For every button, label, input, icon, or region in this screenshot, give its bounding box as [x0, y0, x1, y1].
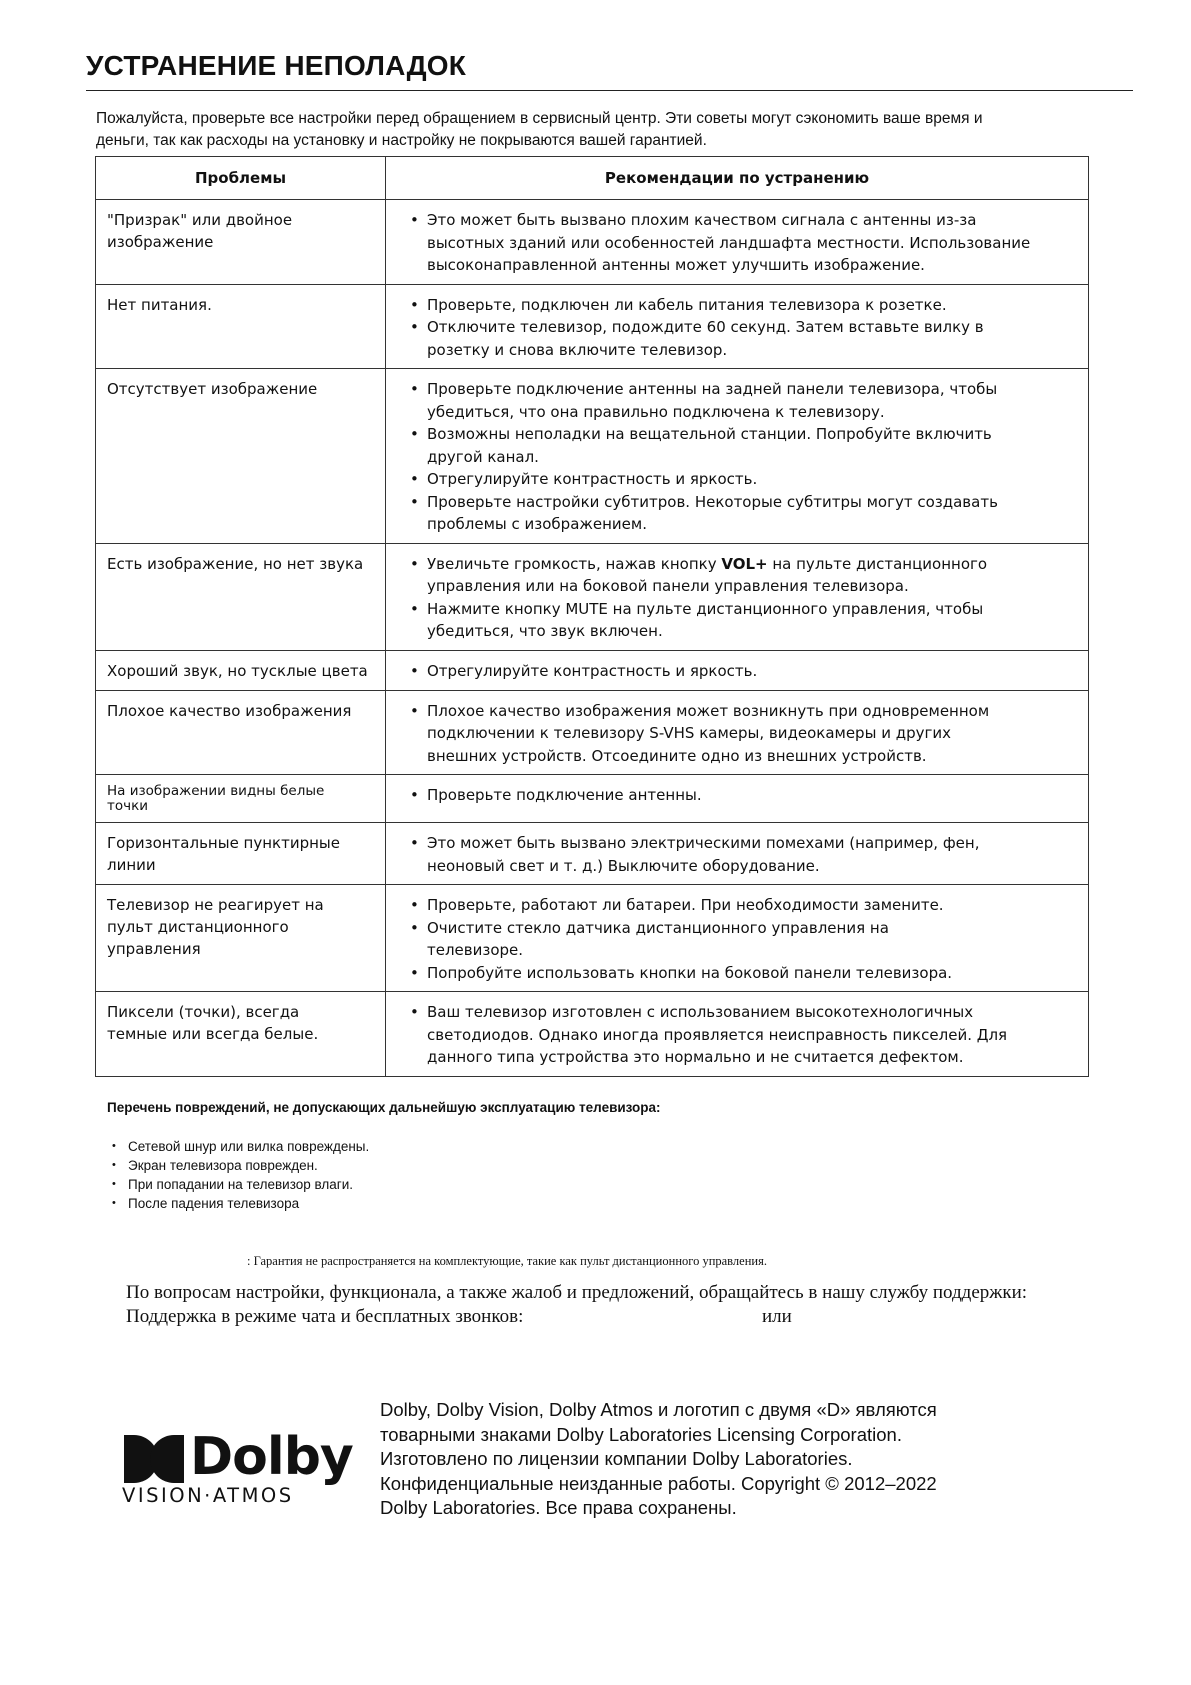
solution-cell	[386, 650, 1089, 690]
problem-text: Хороший звук, но тусклые цвета	[107, 661, 368, 680]
solution-line: внешних устройств. Отсоедините одно из внешних устройств.	[427, 746, 927, 765]
solution-list	[410, 553, 1078, 643]
solution-line: • Очистите стекло датчика дистанционного управления на	[427, 918, 889, 937]
problem-cell	[96, 992, 386, 1077]
problem-text: На изображении видны белые	[107, 783, 325, 799]
solution-cell	[386, 775, 1089, 823]
table-row	[96, 992, 1089, 1077]
solution-line	[427, 553, 1078, 576]
solution-item	[410, 832, 1078, 877]
table-row	[96, 885, 1089, 992]
intro-line: деньги, так как расходы на установку и настройку не покрываются вашей гарантией.	[96, 132, 707, 149]
solution-cell	[386, 823, 1089, 885]
solution-list	[410, 700, 1078, 768]
problem-text: пульт дистанционного	[107, 918, 289, 936]
problem-text: Есть изображение, но нет звука	[107, 554, 364, 573]
damage-list	[112, 1137, 369, 1213]
solution-item	[410, 491, 1078, 536]
solution-text: Увеличьте громкость, нажав кнопку	[427, 554, 722, 573]
support-or: или	[762, 1306, 792, 1327]
solution-line: • Отрегулируйте контрастность и яркость.	[427, 470, 758, 488]
dolby-text-line: товарными знаками Dolby Laboratories Licensing Corporation.	[380, 1423, 902, 1445]
solution-line: • Проверьте подключение антенны.	[427, 786, 702, 804]
solution-cell	[386, 369, 1089, 544]
damage-item: • После падения телевизора	[112, 1194, 369, 1213]
solution-list	[410, 894, 1078, 984]
solution-item	[410, 423, 1078, 468]
table-row	[96, 369, 1089, 544]
solution-item	[410, 660, 1078, 683]
solution-line: убедиться, что звук включен.	[427, 622, 663, 640]
problem-text: управления	[107, 940, 201, 958]
troubleshooting-table	[95, 156, 1089, 1077]
solution-line: проблемы с изображением.	[427, 515, 647, 533]
problem-cell	[96, 775, 386, 823]
solution-list	[410, 660, 1078, 683]
problem-text: Плохое качество изображения	[107, 701, 352, 720]
damage-item: • Сетевой шнур или вилка повреждены.	[112, 1137, 369, 1156]
problem-text: Нет питания.	[107, 295, 212, 314]
table-row	[96, 823, 1089, 885]
solution-line: • Отрегулируйте контрастность и яркость.	[427, 661, 758, 680]
solution-line: • Попробуйте использовать кнопки на боковой панели телевизора.	[427, 963, 953, 982]
problem-text: Телевизор не реагирует на	[107, 896, 324, 914]
header-solutions: Рекомендации по устранению	[386, 157, 1089, 200]
table-row	[96, 284, 1089, 369]
problem-cell	[96, 650, 386, 690]
solution-item	[410, 294, 1078, 317]
problem-cell	[96, 543, 386, 650]
solution-list	[410, 1001, 1078, 1069]
solution-line: • Ваш телевизор изготовлен с использованием высокотехнологичных	[427, 1003, 974, 1021]
solution-cell	[386, 885, 1089, 992]
dolby-trademark-text	[380, 1398, 1120, 1521]
damage-item: • Экран телевизора поврежден.	[112, 1156, 369, 1175]
solution-cell	[386, 284, 1089, 369]
solution-line: телевизоре.	[427, 941, 524, 959]
solution-item	[410, 316, 1078, 361]
solution-item	[410, 917, 1078, 962]
solution-line: • Возможны неполадки на вещательной станции. Попробуйте включить	[427, 425, 992, 443]
solution-cell	[386, 200, 1089, 285]
dolby-text-line: Конфиденциальные неизданные работы. Copyright © 2012–2022	[380, 1472, 937, 1494]
problem-cell	[96, 200, 386, 285]
solution-line: розетку и снова включите телевизор.	[427, 340, 728, 359]
solution-line: светодиодов. Однако иногда проявляется неисправность пикселей. Для	[427, 1025, 1008, 1044]
problem-text: Пиксели (точки), всегда	[107, 1003, 300, 1021]
solution-line: • Это может быть вызвано электрическими помехами (например, фен,	[427, 834, 980, 852]
solution-line: данного типа устройства это нормально и не считается дефектом.	[427, 1048, 964, 1066]
solution-list	[410, 209, 1078, 277]
table-row	[96, 200, 1089, 285]
problem-cell	[96, 885, 386, 992]
problem-text: Отсутствует изображение	[107, 380, 318, 398]
problem-text: темные или всегда белые.	[107, 1025, 319, 1043]
vol-plus-key: VOL+	[721, 554, 768, 573]
solution-line: • Плохое качество изображения может возникнуть при одновременном	[427, 701, 990, 720]
table-row	[96, 690, 1089, 775]
table-row	[96, 543, 1089, 650]
problem-text: изображение	[107, 233, 214, 251]
solution-list	[410, 294, 1078, 362]
problem-text: Горизонтальные пунктирные	[107, 834, 340, 852]
solution-line: управления или на боковой панели управления телевизора.	[427, 577, 909, 595]
solution-line: другой канал.	[427, 447, 539, 466]
problem-cell	[96, 823, 386, 885]
table-body	[96, 200, 1089, 1077]
problem-text: "Призрак" или двойное	[107, 211, 293, 229]
problem-text: линии	[107, 856, 156, 874]
solution-item	[410, 894, 1078, 917]
solution-line: • Это может быть вызвано плохим качеством сигнала с антенны из-за	[427, 211, 977, 229]
dolby-text-line: Dolby Laboratories. Все права сохранены.	[380, 1497, 737, 1518]
warranty-note: : Гарантия не распространяется на комплектующие, такие как пульт дистанционного управления.	[247, 1254, 767, 1268]
solution-line: • Проверьте, подключен ли кабель питания телевизора к розетке.	[427, 295, 947, 314]
solution-item	[410, 962, 1078, 985]
solution-item	[410, 598, 1078, 643]
header-problems: Проблемы	[96, 157, 386, 200]
solution-text: на пульте дистанционного	[767, 554, 988, 573]
solution-line: убедиться, что она правильно подключена к телевизору.	[427, 402, 885, 421]
solution-cell	[386, 543, 1089, 650]
dolby-logo	[122, 1425, 353, 1510]
solution-line: • Проверьте настройки субтитров. Некоторые субтитры могут создавать	[427, 492, 998, 511]
solution-item	[410, 1001, 1078, 1069]
solution-line: высоконаправленной антенны может улучшить изображение.	[427, 256, 925, 274]
table-row	[96, 775, 1089, 823]
support-line: По вопросам настройки, функционала, а также жалоб и предложений, обращайтесь в нашу службу поддержки:	[126, 1282, 1028, 1303]
solution-line: • Отключите телевизор, подождите 60 секунд. Затем вставьте вилку в	[427, 318, 984, 336]
intro-text	[96, 108, 1116, 152]
solution-item	[410, 378, 1078, 423]
problem-text: точки	[107, 798, 149, 814]
solution-item	[410, 784, 1078, 807]
solution-item	[410, 468, 1078, 491]
solution-line: высотных зданий или особенностей ландшафта местности. Использование	[427, 233, 1031, 252]
dolby-text-line: Изготовлено по лицензии компании Dolby Laboratories.	[380, 1448, 853, 1469]
title-divider	[86, 90, 1133, 91]
damage-item: • При попадании на телевизор влаги.	[112, 1175, 369, 1194]
intro-line: Пожалуйста, проверьте все настройки перед обращением в сервисный центр. Эти советы могут сэкономить ваше время и	[96, 110, 983, 127]
dolby-double-d-icon	[122, 1433, 186, 1485]
damage-list-title: Перечень повреждений, не допускающих дальнейшую эксплуатацию телевизора:	[107, 1100, 661, 1115]
solution-item	[410, 700, 1078, 768]
problem-cell	[96, 369, 386, 544]
solution-item	[410, 553, 1078, 598]
solution-line: • Проверьте подключение антенны на задней панели телевизора, чтобы	[427, 380, 998, 398]
solution-list	[410, 832, 1078, 877]
table-row	[96, 650, 1089, 690]
solution-line: • Проверьте, работают ли батареи. При необходимости замените.	[427, 896, 944, 914]
dolby-logo-subtitle: VISION·ATMOS	[122, 1484, 294, 1507]
solution-cell	[386, 992, 1089, 1077]
problem-cell	[96, 690, 386, 775]
table-header-row	[96, 157, 1089, 200]
solution-item	[410, 209, 1078, 277]
solution-cell	[386, 690, 1089, 775]
dolby-text-line: Dolby, Dolby Vision, Dolby Atmos и логотип с двумя «D» являются	[380, 1399, 937, 1420]
dolby-logo-word: Dolby	[190, 1427, 353, 1487]
solution-list	[410, 378, 1078, 536]
support-chat-line: Поддержка в режиме чата и бесплатных звонков:	[126, 1306, 524, 1327]
solution-list	[410, 784, 1078, 807]
solution-line: • Нажмите кнопку MUTE на пульте дистанционного управления, чтобы	[427, 599, 984, 618]
solution-line: подключении к телевизору S-VHS камеры, видеокамеры и других	[427, 724, 951, 742]
page-title: УСТРАНЕНИЕ НЕПОЛАДОК	[86, 50, 467, 81]
solution-line: неоновый свет и т. д.) Выключите оборудование.	[427, 856, 820, 875]
problem-cell	[96, 284, 386, 369]
